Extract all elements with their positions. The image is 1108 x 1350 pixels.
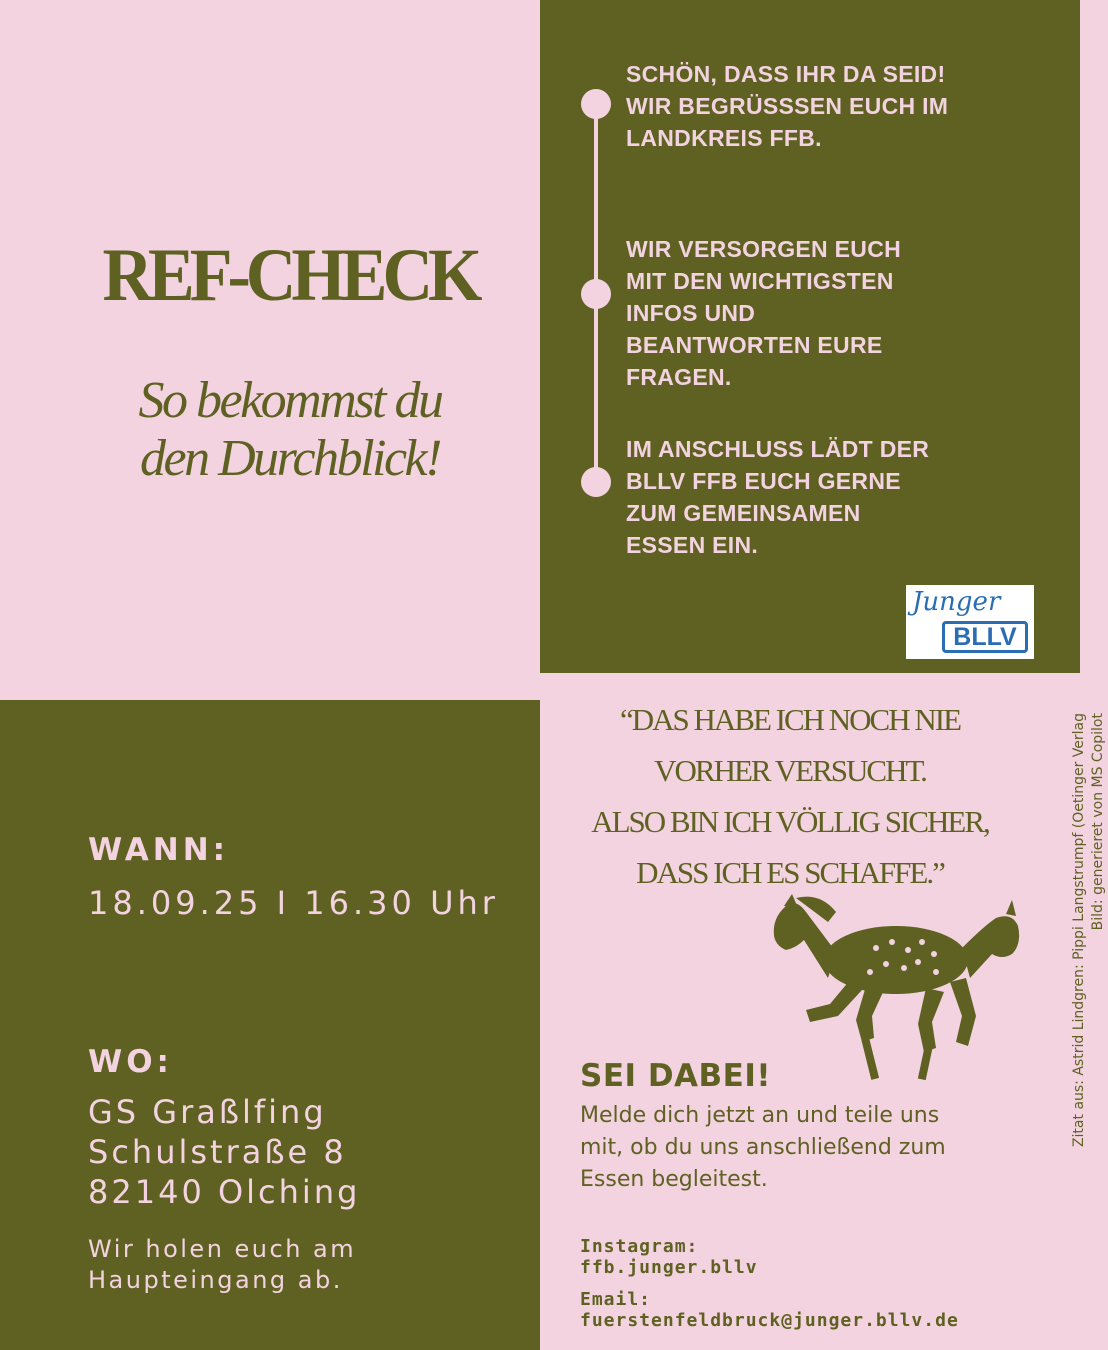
cta-title: SEI DABEI! <box>580 1058 772 1094</box>
when-value: 18.09.25 I 16.30 Uhr <box>88 884 499 922</box>
timeline-item-dinner: IM ANSCHLUSS LÄDT DER BLLV FFB EUCH GERNE ZUM GEMEINSAMEN ESSEN EIN. <box>626 436 930 558</box>
horse-icon <box>766 892 1026 1082</box>
timeline-item-welcome: SCHÖN, DASS IHR DA SEID! WIR BEGRÜSSSEN EUCH IM LANDKREIS FFB. <box>626 61 949 151</box>
page-subtitle: So bekommst du den Durchblick! <box>138 372 442 487</box>
instagram-handle[interactable]: ffb.junger.bllv <box>580 1257 758 1278</box>
timeline-dot-3 <box>581 467 611 497</box>
where-label: WO: <box>88 1044 173 1080</box>
timeline-item-info: WIR VERSORGEN EUCH MIT DEN WICHTIGSTEN INFOS UND BEANTWORTEN EURE FRAGEN. <box>626 236 902 390</box>
pickup-note: Wir holen euch am Haupteingang ab. <box>88 1235 357 1294</box>
logo-box-text: BLLV <box>942 621 1028 653</box>
timeline-dot-2 <box>581 279 611 309</box>
email-label: Email: <box>580 1289 652 1310</box>
page-title: REF-CHECK <box>102 233 478 318</box>
pippi-quote: “DAS HABE ICH NOCH NIE VORHER VERSUCHT. ALSO BIN ICH VÖLLIG SICHER, DASS ICH ES SCHAFFE.” <box>591 702 989 890</box>
instagram-label: Instagram: <box>580 1236 699 1257</box>
when-label: WANN: <box>88 832 230 868</box>
timeline-dot-1 <box>581 89 611 119</box>
where-value: GS Graßlfing Schulstraße 8 82140 Olching <box>88 1093 361 1211</box>
junger-bllv-logo <box>906 585 1034 659</box>
logo-script-text: Junger <box>912 587 1001 617</box>
cta-text: Melde dich jetzt an und teile uns mit, ob du uns anschließend zum Essen begleitest. <box>580 1103 946 1192</box>
email-address[interactable]: fuerstenfeldbruck@junger.bllv.de <box>580 1310 959 1331</box>
image-credit: Zitat aus: Astrid Lindgren: Pippi Langstrumpf (Oetinger Verlag Bild: generieret von MS Copilot <box>1071 713 1106 1148</box>
intro-panel <box>0 0 540 700</box>
